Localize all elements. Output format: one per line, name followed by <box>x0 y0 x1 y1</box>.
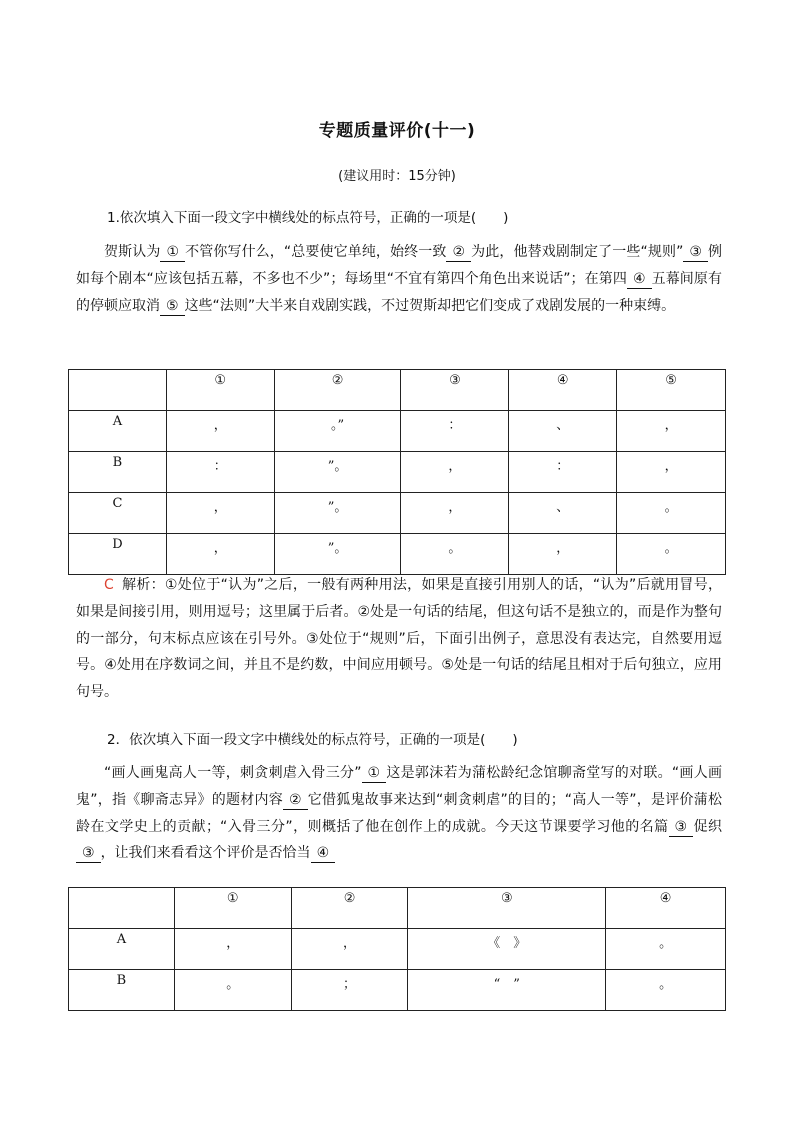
table-cell: ， <box>617 411 726 452</box>
header-cell: ③ <box>401 370 509 411</box>
option-row-a <box>69 929 726 970</box>
table-cell: 。 <box>606 929 726 970</box>
blank-3b: ③ <box>76 844 101 863</box>
time-suggestion: (建议用时：15分钟) <box>338 169 456 184</box>
answer-key: C <box>104 577 114 593</box>
table-cell: ， <box>166 534 274 575</box>
table-cell: ： <box>509 452 617 493</box>
option-row-b <box>69 970 726 1011</box>
table-cell: ， <box>291 929 408 970</box>
blank-3: ③ <box>669 818 694 837</box>
option-label: A <box>69 411 167 452</box>
table-header-row <box>69 888 726 929</box>
question-1-analysis <box>76 572 722 706</box>
table-cell: ， <box>166 411 274 452</box>
question-1-options-table <box>68 369 726 575</box>
option-label: C <box>69 493 167 534</box>
table-cell: 。 <box>174 970 291 1011</box>
question-2-options-table <box>68 887 726 1011</box>
header-cell: ⑤ <box>617 370 726 411</box>
table-cell: ”。 <box>274 452 401 493</box>
question-1-stem: 1.依次填入下面一段文字中横线处的标点符号，正确的一项是( ) <box>107 210 509 226</box>
header-cell: ③ <box>408 888 606 929</box>
table-cell: “ ” <box>408 970 606 1011</box>
question-2-stem: 2．依次填入下面一段文字中横线处的标点符号，正确的一项是( ) <box>107 732 518 748</box>
table-cell: ， <box>401 452 509 493</box>
table-cell: ， <box>617 452 726 493</box>
table-cell: 。” <box>274 411 401 452</box>
blank-3: ③ <box>683 243 708 262</box>
table-cell: ”。 <box>274 493 401 534</box>
option-label: B <box>69 970 175 1011</box>
header-cell <box>69 888 175 929</box>
analysis-text: 解析：①处位于“认为”之后，一般有两种用法，如果是直接引用别人的话，“认为”后就用冒号，如果是间接引用，则用逗号；这里属于后者。②处是一句话的结尾，但这句话不是独立的，而是作为整句的一部分，句末标点应该在引号外。③处位于“规则”后，下面引出例子，意思没有表达完，自然要用逗号。④处用在序数词之间，并且不是约数，中间应用顿号。⑤处是一句话的结尾且相对于后句独立，应用句号。 <box>76 577 722 701</box>
option-label: B <box>69 452 167 493</box>
option-row-c <box>69 493 726 534</box>
table-cell: 。 <box>617 534 726 575</box>
table-cell: ， <box>166 493 274 534</box>
option-row-b <box>69 452 726 493</box>
header-cell: ④ <box>509 370 617 411</box>
table-cell: ”。 <box>274 534 401 575</box>
header-cell: ④ <box>606 888 726 929</box>
option-row-a <box>69 411 726 452</box>
blank-5: ⑤ <box>160 297 185 316</box>
option-row-d <box>69 534 726 575</box>
table-cell: 、 <box>509 411 617 452</box>
question-2-passage: “画人画鬼高人一等，刺贪刺虐入骨三分” ① 这是郭沫若为蒲松龄纪念馆聊斋堂写的对联。“画人画鬼”，指《聊斋志异》的题材内容 ② 它借狐鬼故事来达到“刺贪刺虐”的目的；“高人一等”，是评价蒲松龄在文学史上的贡献；“入骨三分”，则概括了他在创作上的成就。今天这节课要学习他的名篇 ③ 促织③ ，让我们来看看这个评价是否恰当 ④ <box>76 765 723 862</box>
option-label: A <box>69 929 175 970</box>
header-cell: ② <box>291 888 408 929</box>
blank-2: ② <box>283 791 308 810</box>
header-cell: ① <box>174 888 291 929</box>
blank-1: ① <box>160 243 185 262</box>
table-cell: ， <box>509 534 617 575</box>
header-cell: ① <box>166 370 274 411</box>
blank-1: ① <box>362 764 387 783</box>
table-cell: 。 <box>617 493 726 534</box>
header-cell: ② <box>274 370 401 411</box>
question-1-passage: 贺斯认为 ① 不管你写什么，“总要使它单纯，始终一致 ② 为此，他替戏剧制定了一些“规则” ③ 例如每个剧本“应该包括五幕，不多也不少”；每场里“不宜有第四个角色出来说话”；在第四 ④ 五幕间原有的停顿应取消 ⑤ 这些“法则”大半来自戏剧实践，不过贺斯却把它们变成了戏剧发展的一种束缚。 <box>76 244 723 314</box>
table-cell: ； <box>291 970 408 1011</box>
table-cell: ： <box>166 452 274 493</box>
table-cell: 、 <box>509 493 617 534</box>
page-title: 专题质量评价(十一) <box>318 121 476 141</box>
table-cell: 。 <box>401 534 509 575</box>
table-cell: ， <box>401 493 509 534</box>
blank-4: ④ <box>627 270 652 289</box>
table-cell: 《 》 <box>408 929 606 970</box>
option-label: D <box>69 534 167 575</box>
table-cell: ： <box>401 411 509 452</box>
blank-2: ② <box>446 243 471 262</box>
table-cell: ， <box>174 929 291 970</box>
header-cell <box>69 370 167 411</box>
table-cell: 。 <box>606 970 726 1011</box>
blank-4: ④ <box>311 844 336 863</box>
table-header-row <box>69 370 726 411</box>
